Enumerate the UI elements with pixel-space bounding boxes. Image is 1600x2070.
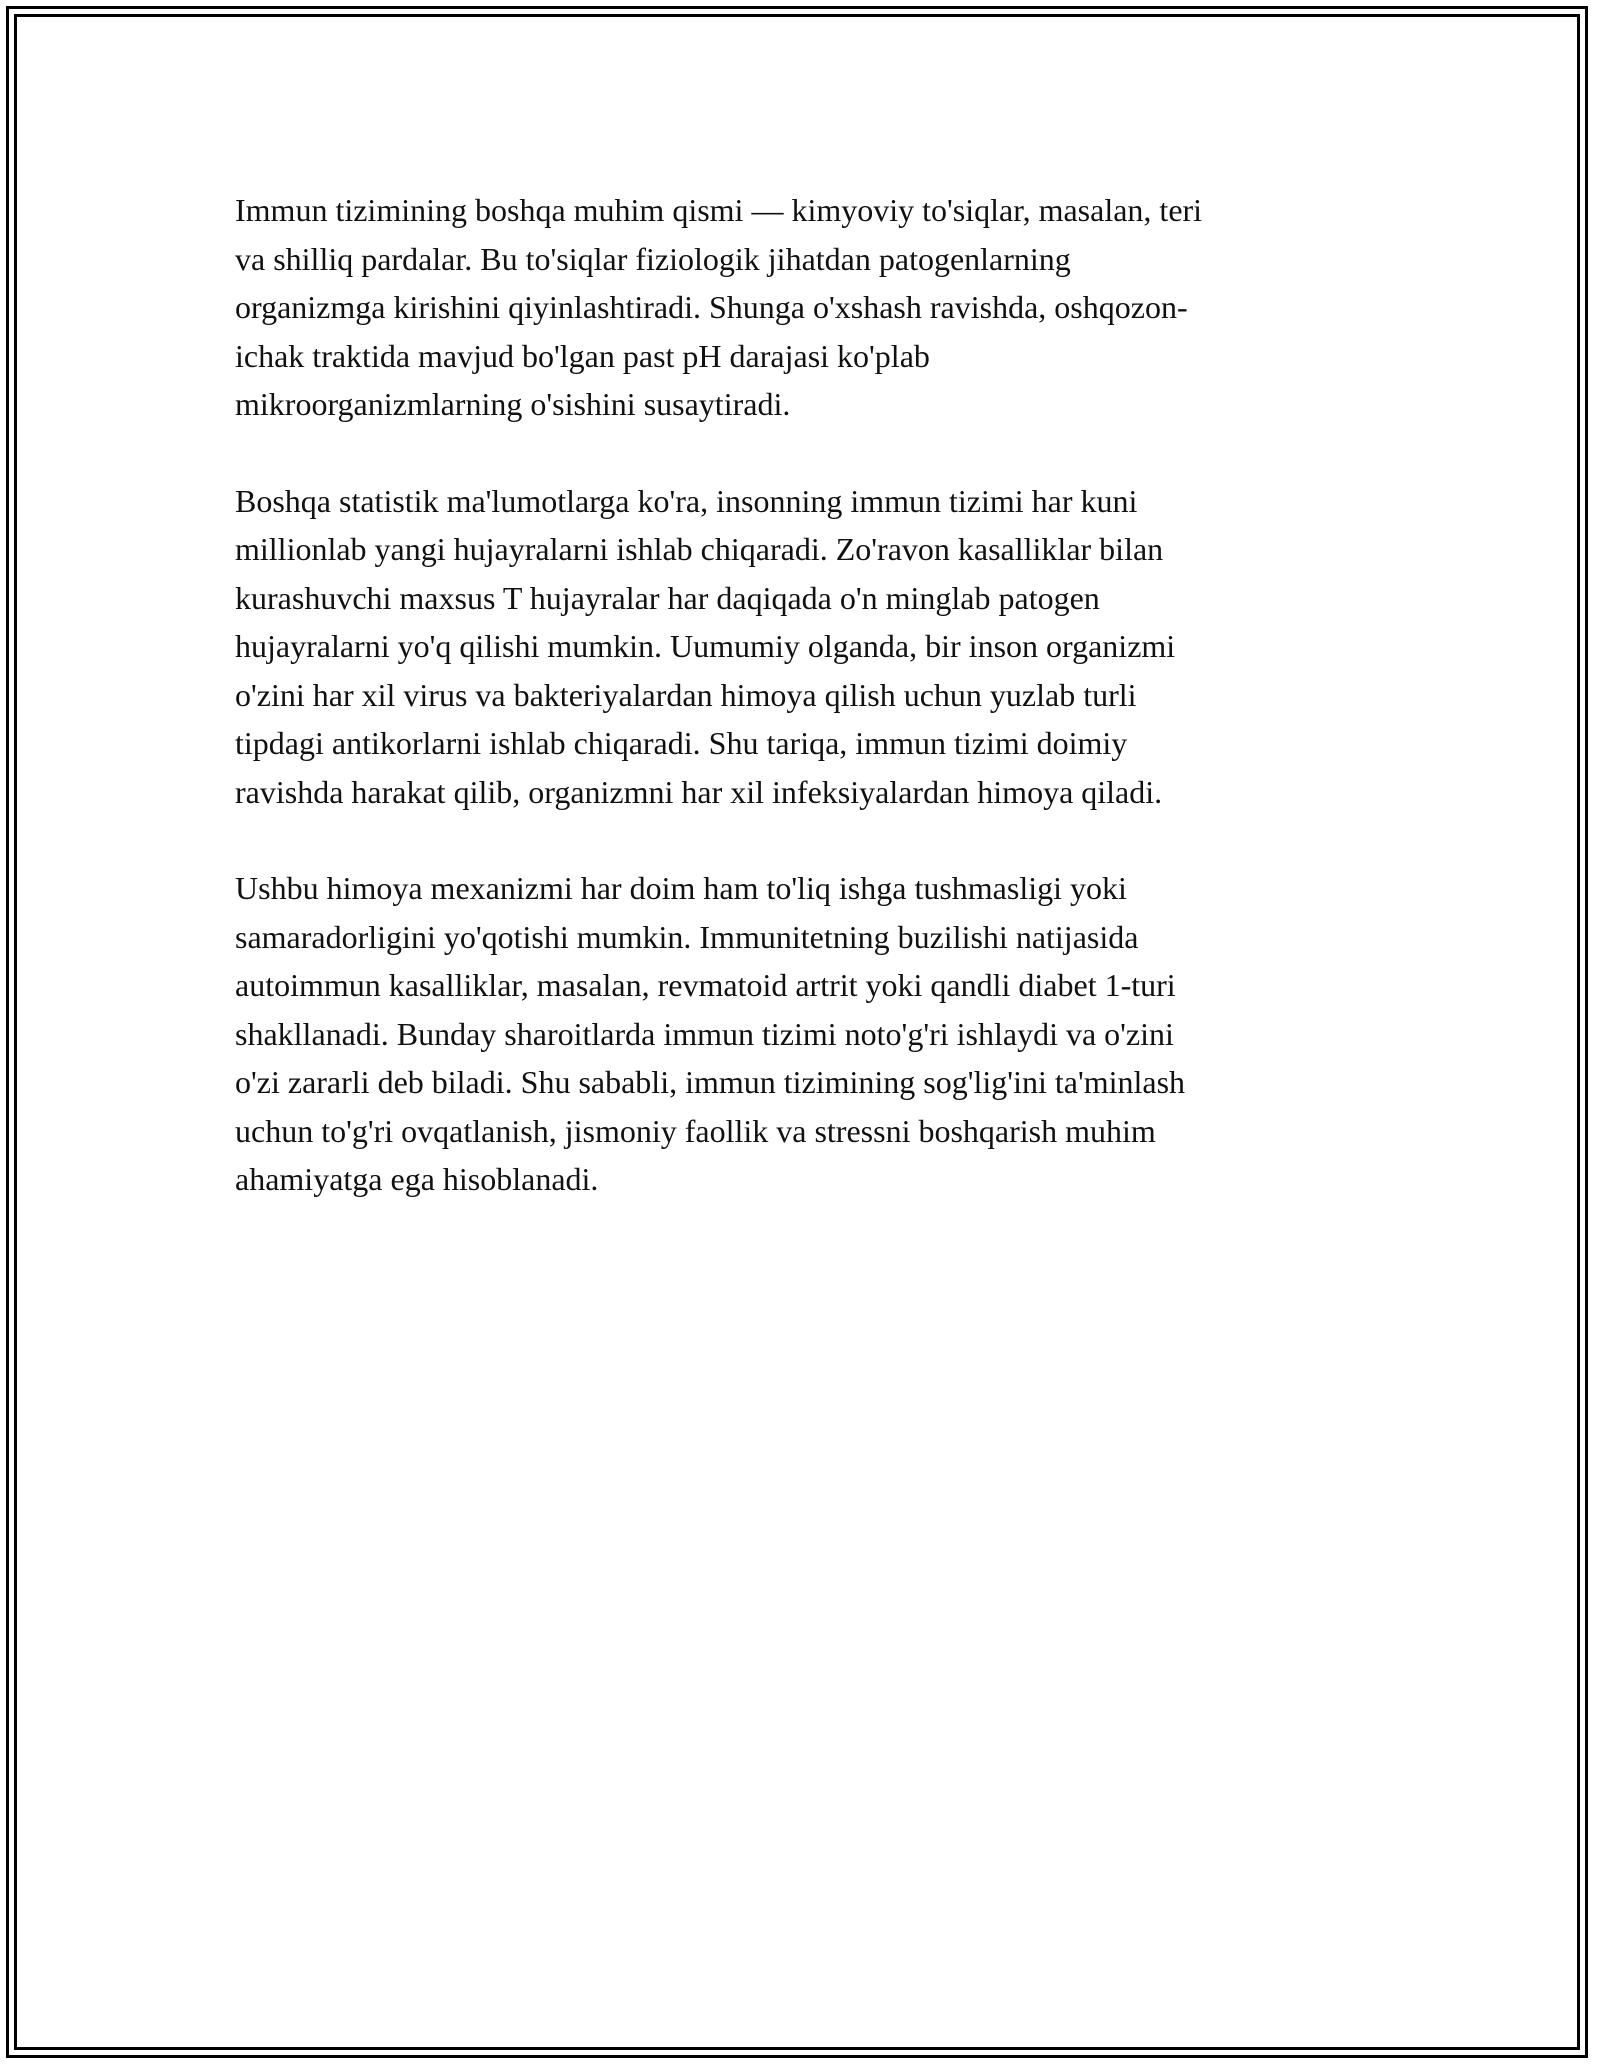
paragraph-chemical-barriers: Immun tizimining boshqa muhim qismi — kimyoviy to'siqlar, masalan, teri va shilliq pardalar. Bu to'siqlar fiziologik jihatdan patogenlarning organizmga kirishini qiyinlashtiradi. Shunga o'xshash ravishda, oshqozon- ichak traktida mavjud bo'lgan past pH darajasi ko'plab mikroorganizmlarning o'sishini susaytiradi. (235, 192, 1203, 422)
paragraph-immune-statistics: Boshqa statistik ma'lumotlarga ko'ra, insonning immun tizimi har kuni millionlab yangi hujayralarni ishlab chiqaradi. Zo'ravon kasalliklar bilan kurashuvchi maxsus T hujayralar har daqiqada o'n minglab patogen hujayralarni yo'q qilishi mumkin. Uumumiy olganda, bir inson organizmi o'zini har xil virus va bakteriyalardan himoya qilish uchun yuzlab turli tipdagi antikorlarni ishlab chiqaradi. Shu tariqa, immun tizimi doimiy ravishda harakat qilib, organizmni har xil infeksiyalardan himoya qiladi. (235, 482, 1176, 810)
document-body (235, 186, 1365, 1252)
paragraph-autoimmune-disorders: Ushbu himoya mexanizmi har doim ham to'liq ishga tushmasligi yoki samaradorligini yo'qotishi mumkin. Immunitetning buzilishi natijasida autoimmun kasalliklar, masalan, revmatoid artrit yoki qandli diabet 1-turi shakllanadi. Bunday sharoitlarda immun tizimi noto'g'ri ishlaydi va o'zini o'zi zararli deb biladi. Shu sababli, immun tizimining sog'lig'ini ta'minlash uchun to'g'ri ovqatlanish, jismoniy faollik va stressni boshqarish muhim ahamiyatga ega hisoblanadi. (235, 870, 1186, 1197)
